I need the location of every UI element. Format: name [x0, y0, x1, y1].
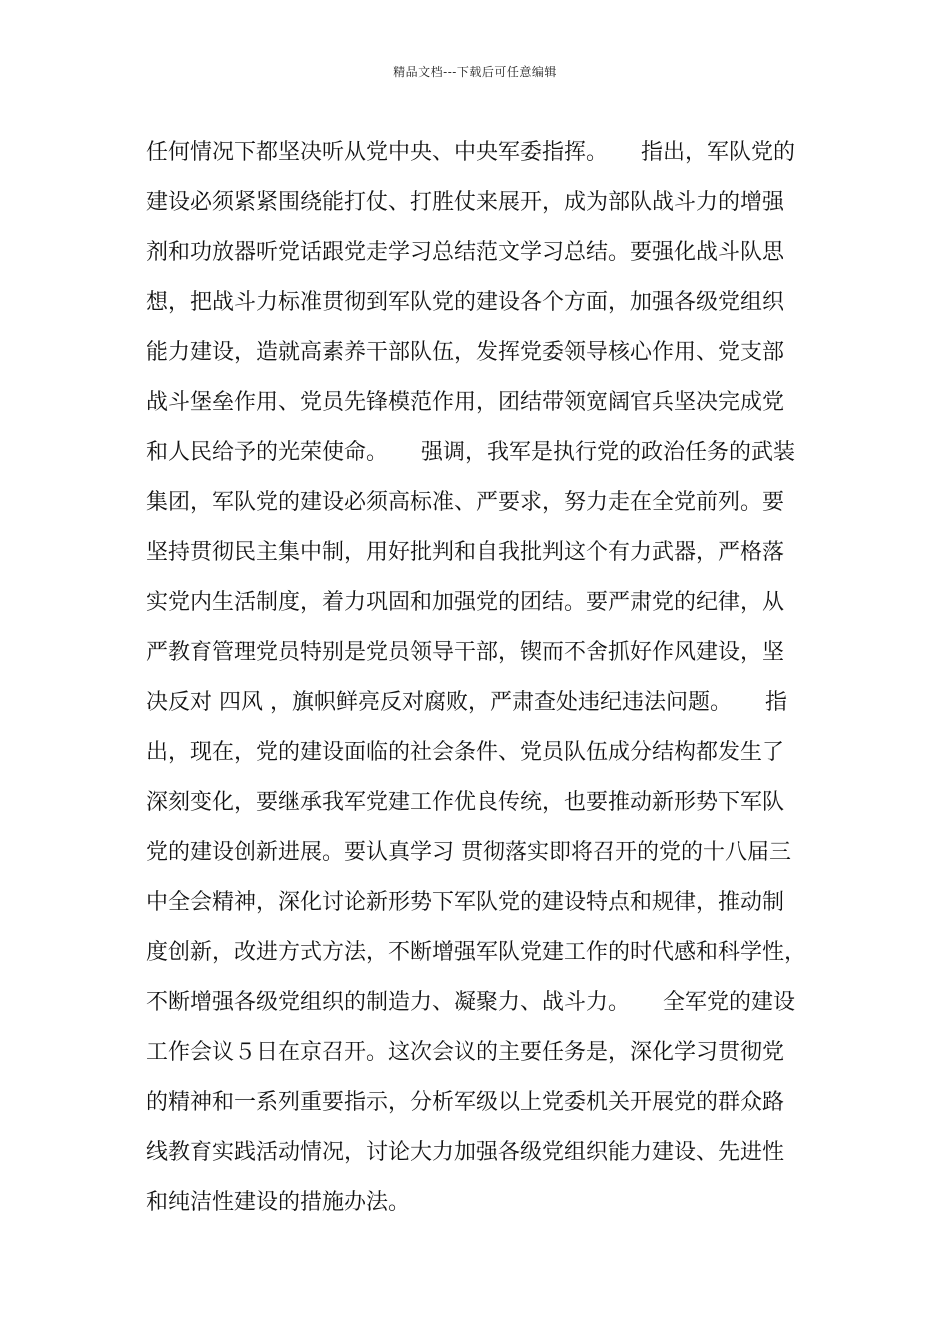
body-line: 想，把战斗力标准贯彻到军队党的建设各个方面，加强各级党组织	[146, 290, 785, 315]
page-header: 精品文档---下载后可任意编辑	[393, 65, 557, 79]
body-line: 党的建设创新进展。要认真学习 贯彻落实即将召开的党的十八届三	[146, 840, 791, 865]
body-line: 严教育管理党员特别是党员领导干部，锲而不舍抓好作风建设，坚	[146, 640, 785, 665]
body-line: 剂和功放器听党话跟党走学习总结范文学习总结。要强化战斗队思	[146, 240, 785, 265]
body-line: 集团，军队党的建设必须高标准、严要求，努力走在全党前列。要	[146, 490, 785, 515]
body-line: 实党内生活制度，着力巩固和加强党的团结。要严肃党的纪律，从	[146, 590, 785, 615]
body-line: 工作会议５日在京召开。这次会议的主要任务是，深化学习贯彻党	[146, 1040, 785, 1065]
body-line: 出，现在，党的建设面临的社会条件、党员队伍成分结构都发生了	[146, 740, 785, 765]
body-line: 决反对 四风 ，旗帜鲜亮反对腐败，严肃查处违纪违法问题。 指	[146, 690, 787, 715]
body-line: 度创新，改进方式方法，不断增强军队党建工作的时代感和科学性，	[146, 940, 807, 965]
body-line: 任何情况下都坚决听从党中央、中央军委指挥。 指出，军队党的	[146, 140, 796, 165]
body-line: 线教育实践活动情况，讨论大力加强各级党组织能力建设、先进性	[146, 1140, 785, 1165]
body-line: 和人民给予的光荣使命。 强调，我军是执行党的政治任务的武装	[146, 440, 796, 465]
body-line: 和纯洁性建设的措施办法。	[146, 1190, 411, 1215]
body-line: 战斗堡垒作用、党员先锋模范作用，团结带领宽阔官兵坚决完成党	[146, 390, 785, 415]
body-line: 的精神和一系列重要指示，分析军级以上党委机关开展党的群众路	[146, 1090, 785, 1115]
document-body	[146, 128, 836, 1228]
body-line: 中全会精神，深化讨论新形势下军队党的建设特点和规律，推动制	[146, 890, 785, 915]
body-line: 坚持贯彻民主集中制，用好批判和自我批判这个有力武器，严格落	[146, 540, 785, 565]
body-line: 建设必须紧紧围绕能打仗、打胜仗来展开，成为部队战斗力的增强	[146, 190, 785, 215]
body-line: 深刻变化，要继承我军党建工作优良传统，也要推动新形势下军队	[146, 790, 785, 815]
body-line: 不断增强各级党组织的制造力、凝聚力、战斗力。 全军党的建设	[146, 990, 796, 1015]
body-line: 能力建设，造就高素养干部队伍，发挥党委领导核心作用、党支部	[146, 340, 785, 365]
